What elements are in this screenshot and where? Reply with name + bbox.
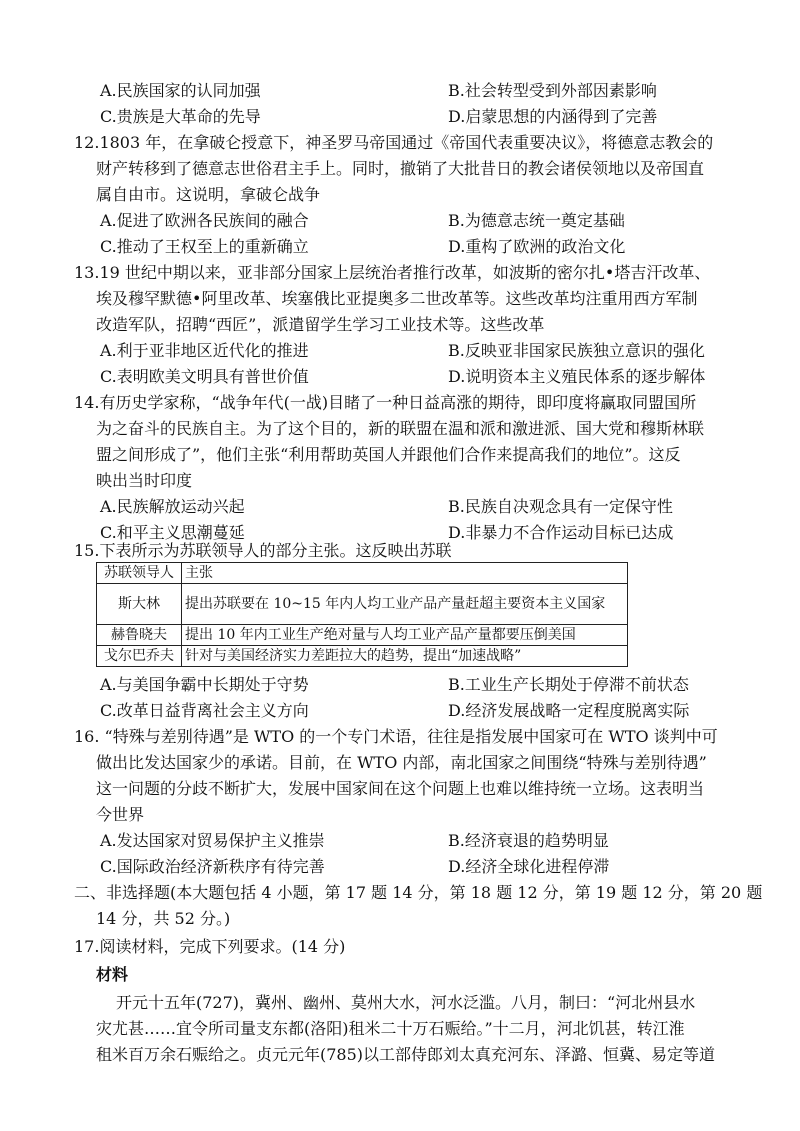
option-row — [0, 828, 800, 854]
option-a: A.发达国家对贸易保护主义推崇 — [100, 831, 325, 850]
option-row — [0, 104, 800, 130]
section-heading: 二、非选择题(本大题包括 4 小题，第 17 题 14 分，第 18 题 12 分，第 19 题 12 分，第 20 题 — [74, 883, 763, 902]
option-a: A.促进了欧洲各民族间的融合 — [100, 211, 309, 230]
soviet-leaders-table — [96, 562, 628, 667]
table-cell-leader: 赫鲁晓夫 — [97, 625, 182, 646]
option-row — [0, 338, 800, 364]
table-cell-leader: 戈尔巴乔夫 — [97, 646, 182, 667]
option-d: D.启蒙思想的内涵得到了完善 — [448, 107, 658, 126]
question-16-stem: 做出比发达国家少的承诺。目前，在 WTO 内部，南北国家之间围绕“特殊与差别待遇” — [96, 753, 707, 772]
option-a: A.利于亚非地区近代化的推进 — [100, 341, 309, 360]
option-d: D.重构了欧洲的政治文化 — [448, 237, 626, 256]
question-12-stem: 属自由市。这说明，拿破仑战争 — [96, 185, 321, 204]
option-b: B.为德意志统一奠定基础 — [448, 211, 625, 230]
option-c: C.贵族是大革命的先导 — [100, 107, 261, 126]
option-d: D.经济全球化进程停滞 — [448, 857, 610, 876]
option-c: C.表明欧美文明具有普世价值 — [100, 367, 309, 386]
question-13-stem: 13.19 世纪中期以来，亚非部分国家上层统治者推行改革，如波斯的密尔扎•塔吉汗改革、 — [74, 263, 711, 282]
question-13-stem: 埃及穆罕默德•阿里改革、埃塞俄比亚提奥多二世改革等。这些改革均注重用西方军制 — [96, 289, 698, 308]
material-label: 材料 — [96, 965, 129, 984]
option-b: B.反映亚非国家民族独立意识的强化 — [448, 341, 705, 360]
table-cell-claim: 提出 10 年内工业生产绝对量与人均工业产品产量都要压倒美国 — [182, 625, 628, 646]
question-17-stem: 17.阅读材料，完成下列要求。(14 分) — [74, 937, 346, 956]
option-c: C.和平主义思潮蔓延 — [100, 523, 245, 542]
question-12-stem: 财产转移到了德意志世俗君主手上。同时，撤销了大批昔日的教会诸侯领地以及帝国直 — [96, 159, 705, 178]
option-c: C.改革日益背离社会主义方向 — [100, 701, 309, 720]
material-paragraph: 租米百万余石赈给之。贞元元年(785)以工部侍郎刘太真充河东、泽潞、恒冀、易定等道 — [96, 1045, 716, 1064]
question-15-stem: 15.下表所示为苏联领导人的部分主张。这反映出苏联 — [74, 541, 452, 560]
table-cell-leader: 斯大林 — [97, 584, 182, 625]
option-b: B.经济衰退的趋势明显 — [448, 831, 609, 850]
option-row — [0, 208, 800, 234]
option-b: B.社会转型受到外部因素影响 — [448, 81, 657, 100]
option-row — [0, 78, 800, 104]
table-row — [97, 625, 628, 646]
option-row — [0, 494, 800, 520]
question-16-stem: 今世界 — [96, 805, 145, 824]
option-d: D.说明资本主义殖民体系的逐步解体 — [448, 367, 706, 386]
question-16-stem: 这一问题的分歧不断扩大，发展中国家间在这个问题上也难以维持统一立场。这表明当 — [96, 779, 705, 798]
question-14-stem: 盟之间形成了”，他们主张“利用帮助英国人并跟他们合作来提高我们的地位”。这反 — [96, 445, 681, 464]
option-c: C.国际政治经济新秩序有待完善 — [100, 857, 325, 876]
option-b: B.民族自决观念具有一定保守性 — [448, 497, 673, 516]
table-cell-claim: 提出苏联要在 10~15 年内人均工业产品产量赶超主要资本主义国家 — [182, 584, 628, 625]
question-14-stem: 为之奋斗的民族自主。为了这个目的，新的联盟在温和派和激进派、国大党和穆斯林联 — [96, 419, 705, 438]
section-heading: 14 分，共 52 分。) — [96, 909, 231, 928]
option-d: D.经济发展战略一定程度脱离实际 — [448, 701, 690, 720]
table-header-cell: 主张 — [182, 563, 628, 584]
question-14-stem: 14.有历史学家称，“战争年代(一战)目睹了一种日益高涨的期待，即印度将赢取同盟国所 — [74, 393, 697, 412]
option-row — [0, 364, 800, 390]
question-16-stem: 16. “特殊与差别待遇”是 WTO 的一个专门术语，往往是指发展中国家可在 WTO 谈判中可 — [74, 727, 718, 746]
option-row — [0, 854, 800, 880]
table-row — [97, 646, 628, 667]
question-13-stem: 改造军队，招聘“西匠”，派遣留学生学习工业技术等。这些改革 — [96, 315, 545, 334]
table-header-row — [97, 563, 628, 584]
table-header-cell: 苏联领导人 — [97, 563, 182, 584]
table-cell-claim: 针对与美国经济实力差距拉大的趋势，提出“加速战略” — [182, 646, 628, 667]
option-a: A.民族解放运动兴起 — [100, 497, 245, 516]
table-row — [97, 584, 628, 625]
option-d: D.非暴力不合作运动目标已达成 — [448, 523, 674, 542]
option-row — [0, 698, 800, 724]
material-paragraph: 灾尤甚……宜令所司量支东都(洛阳)租米二十万石赈给。”十二月，河北饥甚，转江淮 — [96, 1019, 685, 1038]
option-row — [0, 234, 800, 260]
option-row — [0, 672, 800, 698]
option-a: A.民族国家的认同加强 — [100, 81, 261, 100]
option-b: B.工业生产长期处于停滞不前状态 — [448, 675, 689, 694]
option-a: A.与美国争霸中长期处于守势 — [100, 675, 309, 694]
material-paragraph: 开元十五年(727)，冀州、幽州、莫州大水，河水泛滥。八月，制曰：“河北州县水 — [116, 993, 696, 1012]
question-12-stem: 12.1803 年，在拿破仑授意下，神圣罗马帝国通过《帝国代表重要决议》，将德意志教会的 — [74, 133, 714, 152]
option-c: C.推动了王权至上的重新确立 — [100, 237, 309, 256]
question-14-stem: 映出当时印度 — [96, 471, 193, 490]
